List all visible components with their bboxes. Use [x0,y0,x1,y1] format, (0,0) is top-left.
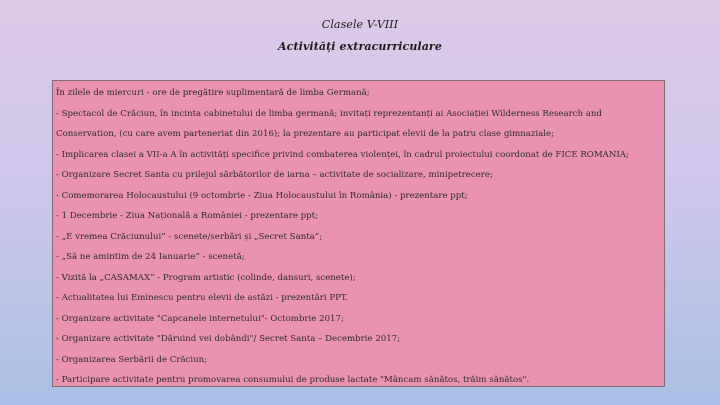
list-item: - Vizită la „CASAMAX” - Program artistic (colinde, dansuri, scenete); [56,272,356,283]
list-item: - Organizare activitate "Capcanele internetului"- Octombrie 2017; [56,313,344,324]
list-item: - Organizare Secret Santa cu prilejul sărbătorilor de iarna – activitate de socializare, minipetrecere; [56,170,493,180]
list-item: În zilele de miercuri - ore de pregătire suplimentară de limba Germană; [56,88,370,98]
list-item: - Comemorarea Holocaustului (9 octombrie - Ziua Holocaustului în România) - prezentare ppt; [56,190,468,201]
list-item: Conservation, (cu care avem parteneriat din 2016); la prezentare au participat elevii de la patru clase gimnaziale; [56,129,555,139]
list-item: - Implicarea clasei a VII-a A în activități specifice privind combaterea violenței, în cadrul proiectului coordonat de FICE ROMANIA; [56,149,629,160]
list-item: - Participare activitate pentru promovarea consumului de produse lactate "Mâncam sănătos, trăim sănătos". [56,375,530,385]
list-item: - „E vremea Crăciunului” - scenete/serbări și „Secret Santa”; [56,231,323,242]
title-classes: Clasele V-VIII [321,18,399,31]
list-item: - Spectacol de Crăciun, în incinta cabinetului de limba germană; invitați reprezentanți ai Asociației Wilderness Research and [56,108,602,119]
activities-list [56,83,658,391]
list-item: - Organizarea Serbării de Crăciun; [56,354,208,365]
title-activities: Activități extracurriculare [278,40,442,53]
activities-panel [52,80,665,387]
slide-title [0,14,720,58]
list-item: - „Să ne amintim de 24 Ianuarie” - scenetă; [56,252,245,262]
list-item: - 1 Decembrie - Ziua Națională a României - prezentare ppt; [56,211,319,221]
list-item: - Actualitatea lui Eminescu pentru elevii de astăzi - prezentări PPT. [56,293,349,303]
list-item: - Organizare activitate "Dăruind vei dobândi"/ Secret Santa – Decembrie 2017; [56,334,401,344]
